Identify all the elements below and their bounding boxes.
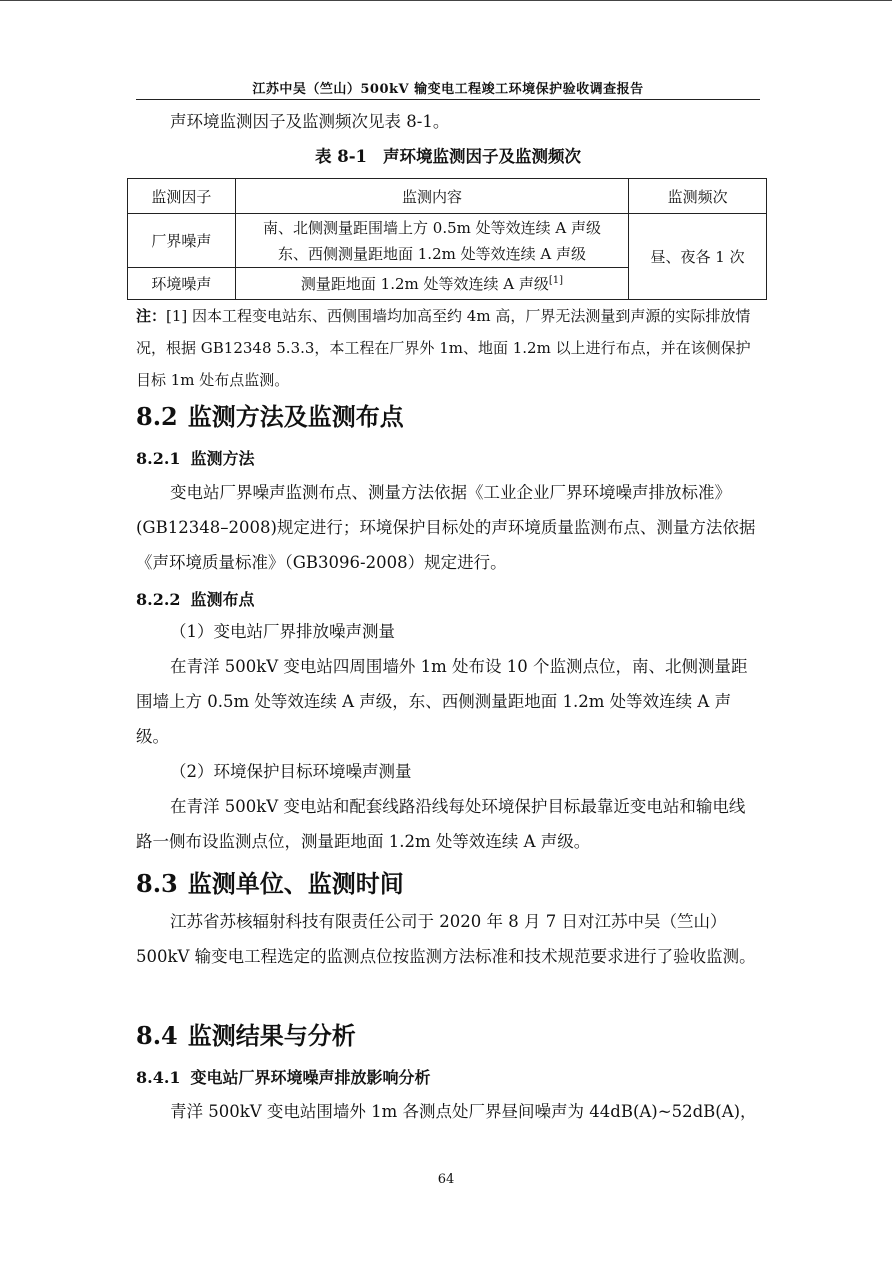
cell-factor: 环境噪声 [128,268,236,300]
cell-content [235,268,628,300]
table-header-row [128,179,767,214]
section-number: 8.3 [136,869,178,898]
header-factor: 监测因子 [128,179,236,214]
table-note [136,300,760,396]
subsection-heading-8-2-1 [136,446,255,469]
item-1-heading: （1）变电站厂界排放噪声测量 [170,622,395,641]
intro-paragraph: 声环境监测因子及监测频次见表 8-1。 [170,112,450,131]
section-heading-8-3 [136,864,404,899]
paragraph-8-4-1: 青洋 500kV 变电站围墙外 1m 各测点处厂界昼间噪声为 44dB(A)~52dB(A)， [170,1102,757,1121]
cell-content [235,214,628,268]
paragraph-8-3: 江苏省苏核辐射科技有限责任公司于 2020 年 8 月 7 日对江苏中吴（竺山）500kV 输变电工程选定的监测点位按监测方法标准和技术规范要求进行了验收监测。 [136,912,756,966]
subsection-heading-8-2-2 [136,587,255,610]
section-number: 8.4 [136,1021,178,1050]
subsection-heading-8-4-1 [136,1065,431,1088]
table-caption [136,143,760,167]
cell-content-line: 东、西侧测量距地面 1.2m 处等效连续 A 声级 [278,244,586,263]
paragraph-8-2-1: 变电站厂界噪声监测布点、测量方法依据《工业企业厂界环境噪声排放标准》(GB12348–2008)规定进行；环境保护目标处的声环境质量监测布点、测量方法依据《声环境质量标准》（GB3096-2008）规定进行。 [136,483,756,572]
footnote-ref: [1] [548,275,564,286]
cell-content-text: 测量距地面 1.2m 处等效连续 A 声级 [300,275,549,293]
table-caption-title: 声环境监测因子及监测频次 [383,147,582,166]
note-label: 注： [136,307,167,325]
section-title: 监测方法及监测布点 [187,402,404,431]
subsection-number: 8.2.1 [136,449,181,468]
cell-content-line: 南、北侧测量距围墙上方 0.5m 处等效连续 A 声级 [263,218,601,237]
section-number: 8.2 [136,402,178,431]
cell-frequency: 昼、夜各 1 次 [629,214,767,300]
header-content: 监测内容 [235,179,628,214]
item-2-heading: （2）环境保护目标环境噪声测量 [170,762,412,781]
table-row [128,214,767,268]
paragraph-item-2: 在青洋 500kV 变电站和配套线路沿线每处环境保护目标最靠近变电站和输电线路一侧布设监测点位，测量距地面 1.2m 处等效连续 A 声级。 [136,797,746,851]
header-frequency: 监测频次 [629,179,767,214]
monitoring-table [127,178,767,300]
page-number: 64 [437,1172,455,1187]
note-text: [1] 因本工程变电站东、西侧围墙均加高至约 4m 高，厂界无法测量到声源的实际排放情况，根据 GB12348 5.3.3，本工程在厂界外 1m、地面 1.2m 以上进行布点，并在该侧保护目标 1m 处布点监测。 [136,307,751,389]
subsection-title: 监测方法 [190,449,255,468]
section-title: 监测单位、监测时间 [187,869,404,898]
subsection-number: 8.2.2 [136,590,181,609]
cell-factor: 厂界噪声 [128,214,236,268]
subsection-number: 8.4.1 [136,1068,181,1087]
section-heading-8-4 [136,1016,356,1051]
top-border-line [0,0,892,1]
subsection-title: 监测布点 [190,590,255,609]
paragraph-item-1: 在青洋 500kV 变电站四周围墙外 1m 处布设 10 个监测点位，南、北侧测量距围墙上方 0.5m 处等效连续 A 声级，东、西侧测量距地面 1.2m 处等效连续 A 声级。 [136,657,748,746]
table-caption-number: 表 8-1 [314,147,368,166]
header-rule [136,99,760,100]
running-header-title: 江苏中吴（竺山）500kV 输变电工程竣工环境保护验收调查报告 [252,82,644,97]
section-title: 监测结果与分析 [187,1021,356,1050]
section-heading-8-2 [136,397,404,432]
subsection-title: 变电站厂界环境噪声排放影响分析 [190,1068,431,1087]
